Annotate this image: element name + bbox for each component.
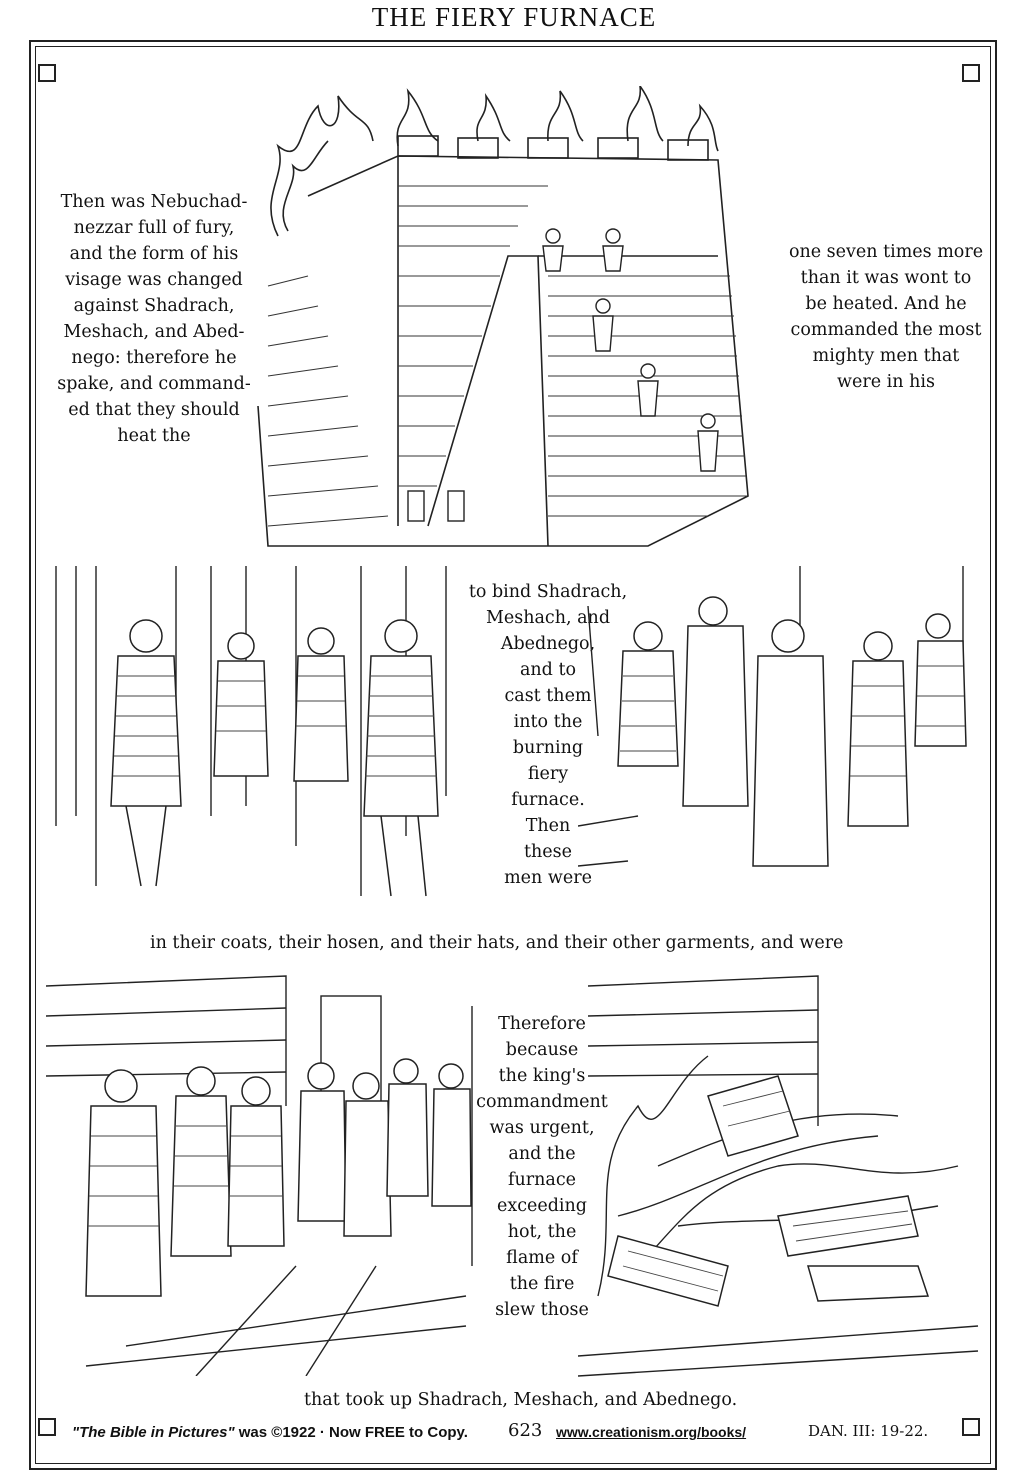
scripture-reference: DAN. III: 19-22.: [808, 1422, 929, 1440]
website-link[interactable]: www.creationism.org/books/: [556, 1424, 747, 1440]
procession-illustration: [46, 966, 476, 1376]
furnace-tower-illustration: [248, 86, 770, 552]
text-bottom-line: that took up Shadrach, Meshach, and Abednego.: [304, 1390, 738, 1410]
text-middle-column: to bind Shadrach, Meshach, and Abednego, and to cast them into the burning fiery furnace. Then these men were: [468, 582, 628, 888]
corner-ornament-bottom-left: [38, 1418, 56, 1436]
soldiers-illustration: [46, 566, 466, 910]
copyright-rest: was ©1922 · Now FREE to Copy.: [234, 1424, 468, 1441]
text-left-top: Then was Nebuchad- nezzar full of fury, and the form of his visage was changed against Shadrach, Meshach, and Abed- nego: therefore he spake, and command- ed that they should heat the: [57, 192, 251, 446]
text-bottom-column: Therefore because the king's commandment was urgent, and the furnace exceeding hot, the flame of the fire slew those: [476, 1014, 608, 1320]
copyright-title: "The Bible in Pictures": [72, 1424, 235, 1441]
corner-ornament-top-left: [38, 64, 56, 82]
binding-illustration: [578, 566, 988, 916]
corner-ornament-bottom-right: [962, 1418, 980, 1436]
copyright-notice: [72, 1424, 468, 1441]
text-right-top: one seven times more than it was wont to be heated. And he commanded the most mighty men that were in his: [788, 242, 984, 392]
page-number: 623: [508, 1420, 543, 1441]
fallen-soldiers-illustration: [578, 966, 988, 1386]
text-middle-line: in their coats, their hosen, and their hats, and their other garments, and were: [150, 933, 844, 953]
page-title: THE FIERY FURNACE: [371, 2, 657, 32]
corner-ornament-top-right: [962, 64, 980, 82]
